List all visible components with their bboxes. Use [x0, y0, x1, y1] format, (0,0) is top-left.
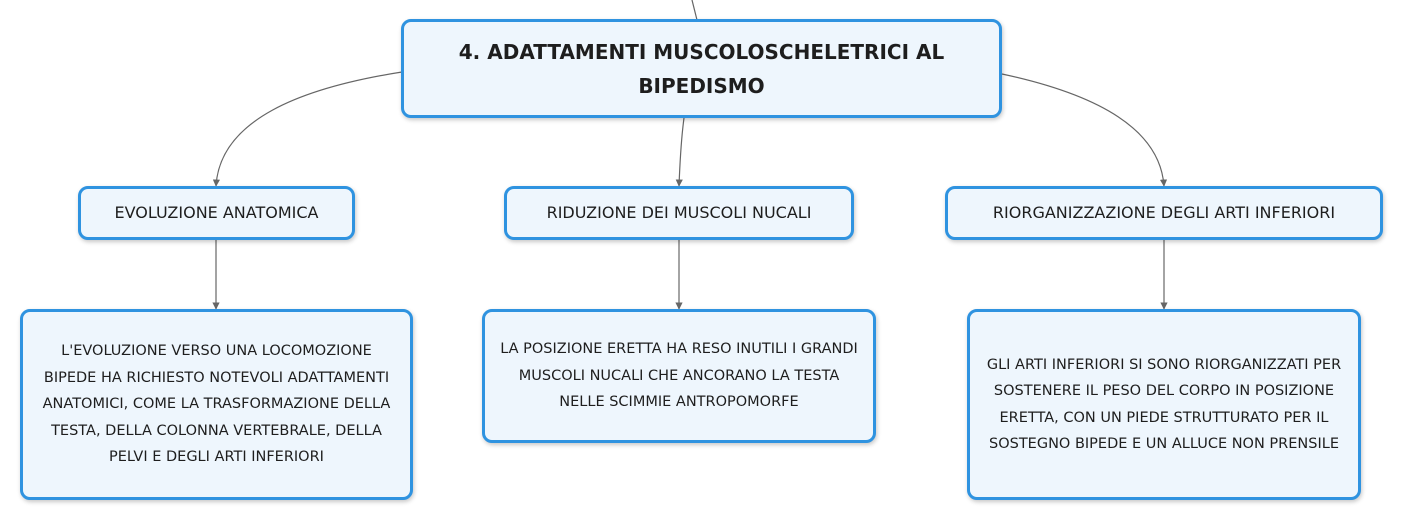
connector-root-to-branch-3: [1002, 74, 1164, 186]
root-node[interactable]: [401, 19, 1002, 118]
detail-node-riduzione-muscoli-nucali[interactable]: [482, 309, 876, 443]
detail-text: LA POSIZIONE ERETTA HA RESO INUTILI I GRANDI MUSCOLI NUCALI CHE ANCORANO LA TESTA NELLE SCIMMIE ANTROPOMORFE: [500, 341, 858, 411]
connector-incoming: [692, 0, 697, 20]
detail-node-riorganizzazione-arti-inferiori[interactable]: [967, 309, 1361, 500]
branch-label: RIORGANIZZAZIONE DEGLI ARTI INFERIORI: [992, 203, 1336, 222]
branch-label: RIDUZIONE DEI MUSCOLI NUCALI: [546, 203, 812, 222]
branch-node-riduzione-muscoli-nucali[interactable]: [504, 186, 854, 240]
connector-root-to-branch-2: [679, 118, 684, 186]
detail-node-evoluzione-anatomica[interactable]: [20, 309, 413, 500]
detail-text: GLI ARTI INFERIORI SI SONO RIORGANIZZATI PER SOSTENERE IL PESO DEL CORPO IN POSIZIONE ERETTA, CON UN PIEDE STRUTTURATO PER IL SOSTEGNO BIPEDE E UN ALLUCE NON PRENSILE: [986, 356, 1342, 452]
connector-root-to-branch-1: [216, 72, 402, 186]
branch-label: EVOLUZIONE ANATOMICA: [114, 203, 319, 222]
root-label: 4. ADATTAMENTI MUSCOLOSCHELETRICI AL BIPEDISMO: [458, 39, 945, 98]
branch-node-riorganizzazione-arti-inferiori[interactable]: [945, 186, 1383, 240]
detail-text: L'EVOLUZIONE VERSO UNA LOCOMOZIONE BIPEDE HA RICHIESTO NOTEVOLI ADATTAMENTI ANATOMICI, COME LA TRASFORMAZIONE DELLA TESTA, DELLA COLONNA VERTEBRALE, DELLA PELVI E DEGLI ARTI INFERIORI: [42, 343, 391, 466]
branch-node-evoluzione-anatomica[interactable]: [78, 186, 355, 240]
